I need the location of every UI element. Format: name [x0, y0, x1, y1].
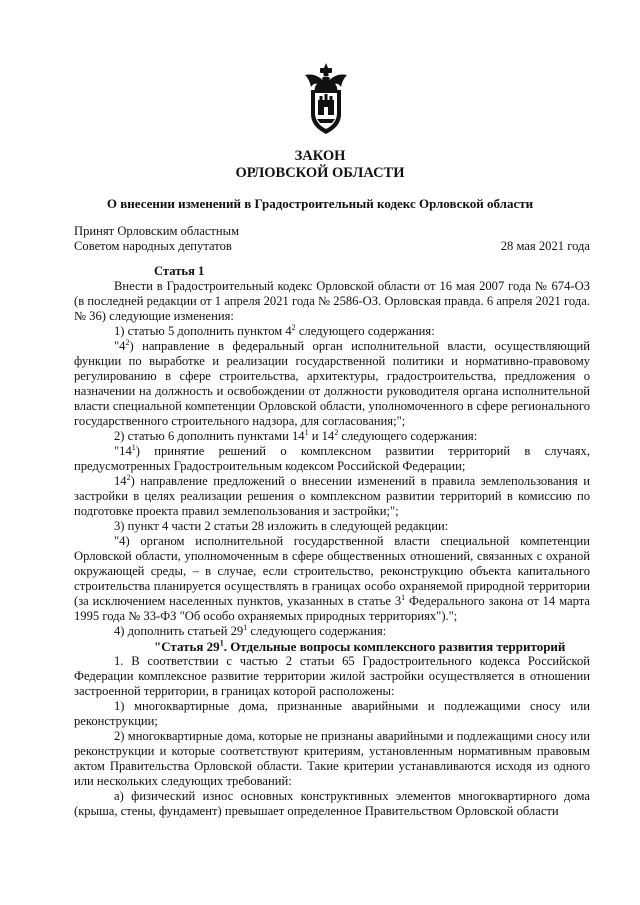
- document-type-title: ЗАКОН: [294, 148, 346, 164]
- law-subject-title: О внесении изменений в Градостроительный кодекс Орловской области: [106, 196, 534, 211]
- region-title: ОРЛОВСКОЙ ОБЛАСТИ: [235, 165, 405, 181]
- amendment-quote-4-2: "$4^2$) направление в федеральный орган исполнительной власти, осуществляющий функции по выработке и реализации государственной политики и нормативно-правовому регулированию в сфере строительства, архитектуры, градостроительства, предложения о назначении на должность и освобождении от должности руководителя органа исполнительной власти специальной компетенции Орловской области, уполномоченного в сфере регионального государственного строительного надзора, для согласования;";: [74, 337, 590, 428]
- adoption-date: 28 мая 2021 года: [500, 239, 590, 253]
- amendment-item-1: 1) статью 5 дополнить пунктом $4^2$ следующего содержания:: [114, 322, 435, 338]
- amendment-quote-14-1: "$14^1$) принятие решений о комплексном развитии территорий в случаях, предусмотренных Градостроительным кодексом Российской Федерации;: [74, 442, 590, 473]
- article-29-1-heading: "Статья $29^1$. Отдельные вопросы комплексного развития территорий: [154, 638, 566, 654]
- article-29-1-subitem-a: а) физический износ основных конструктивных элементов многоквартирного дома (крыша, стены, фундамент) превышает определенное Правительством Орловской области: [74, 789, 590, 818]
- amendment-quote-28: "4) органом исполнительной государственной власти специальной компетенции Орловской области, уполномоченным в сфере общественных отношений, связанных с охраной окружающей среды, – в случае, если строительство, реконструкцию объекта капитального строительства планируется осуществлять в границах особо охраняемой природной территории (за исключением населенных пунктов, указанных в статье $3^1$ Федерального закона от 14 марта 1995 года № 33-ФЗ "Об особо охраняемых природных территориях").";: [74, 534, 590, 623]
- article-1-intro: Внести в Градостроительный кодекс Орловской области от 16 мая 2007 года № 674-ОЗ (в последней редакции от 1 апреля 2021 года № 2586-ОЗ. Орловская правда. 6 апреля 2021 года. № 36) следующие изменения:: [74, 279, 590, 323]
- article-29-1-item-1: 1) многоквартирные дома, признанные аварийными и подлежащими сносу или реконструкции;: [74, 699, 590, 728]
- amendment-quote-14-2: $14^2$) направление предложений о внесении изменений в правила землепользования и застройки в целях реализации решения о комплексном развитии территорий в комиссию по подготовке проекта правил землепользования и застройки;";: [74, 472, 590, 518]
- adopted-by-line-1: Принят Орловским областным: [74, 224, 240, 238]
- amendment-item-3: 3) пункт 4 части 2 статьи 28 изложить в следующей редакции:: [114, 519, 449, 533]
- adopted-by-line-2: Советом народных депутатов: [74, 239, 232, 253]
- article-1-heading: Статья 1: [154, 264, 205, 278]
- article-29-1-paragraph-1: 1. В соответствии с частью 2 статьи 65 Градостроительного кодекса Российской Федерации комплексное развитие территории жилой застройки осуществляется в отношении застроенной территории, в границах которой расположены:: [74, 654, 590, 698]
- coat-of-arms-emblem: [302, 62, 350, 136]
- article-29-1-item-2: 2) многоквартирные дома, которые не признаны аварийными и подлежащими сносу или реконструкции и которые соответствуют критериям, установленным нормативным правовым актом Правительства Орловской области. Такие критерии устанавливаются исходя из одного или нескольких следующих требований:: [74, 729, 590, 788]
- amendment-item-4: 4) дополнить статьей $29^1$ следующего содержания:: [114, 622, 387, 638]
- law-body: [74, 264, 590, 819]
- amendment-item-2: 2) статью 6 дополнить пунктами $14^1$ и $14^2$ следующего содержания:: [114, 427, 478, 443]
